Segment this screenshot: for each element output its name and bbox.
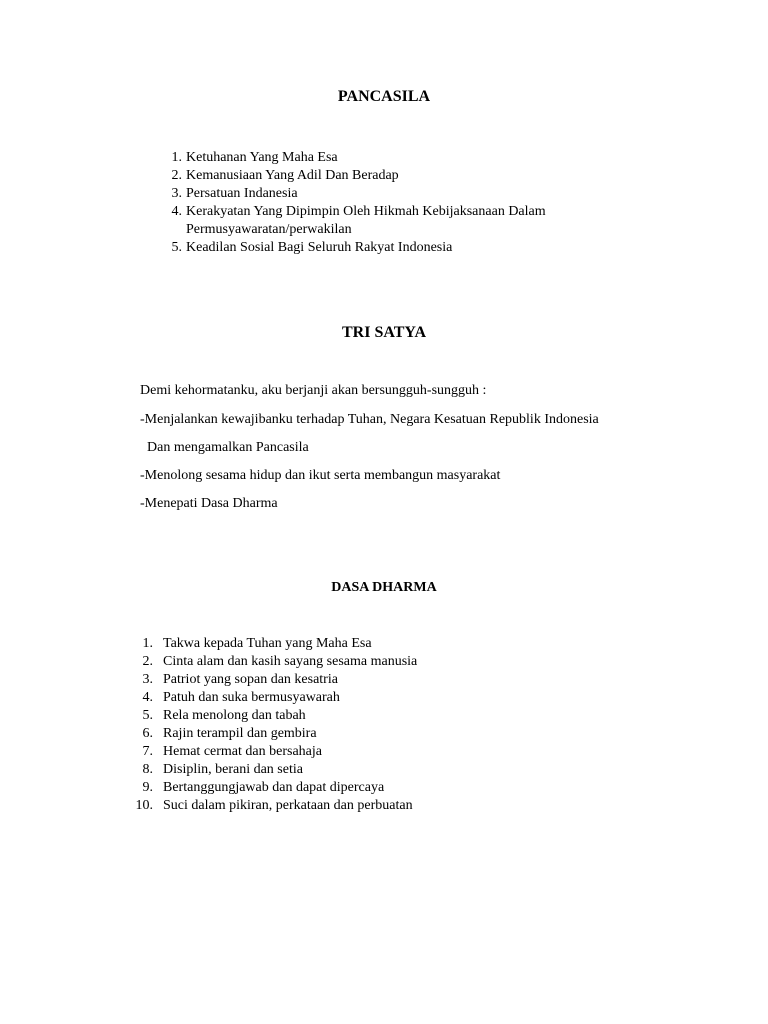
list-item [139, 761, 619, 779]
list-item-number: 8. [142, 762, 153, 777]
list-item-text: Suci dalam pikiran, perkataan dan perbuatan [163, 798, 413, 813]
list-item-number: 1. [171, 150, 182, 165]
list-item [135, 797, 619, 815]
tri-satya-line: Dan mengamalkan Pancasila [147, 440, 309, 455]
list-item [162, 167, 642, 185]
list-item-text: Disiplin, berani dan setia [163, 762, 303, 777]
tri-satya-title: TRI SATYA [341, 324, 427, 341]
pancasila-title: PANCASILA [337, 88, 431, 105]
list-item-text: Keadilan Sosial Bagi Seluruh Rakyat Indonesia [186, 240, 453, 255]
list-item-text: Bertanggungjawab dan dapat dipercaya [163, 780, 385, 795]
list-item-number: 10. [135, 798, 153, 813]
list-item [139, 671, 619, 689]
list-item-number: 6. [142, 726, 153, 741]
list-item-number: 2. [142, 654, 153, 669]
pancasila-list [162, 149, 642, 257]
dasa-dharma-list [135, 635, 619, 815]
list-item-number: 5. [142, 708, 153, 723]
list-item-number: 4. [171, 204, 182, 219]
tri-satya-intro: Demi kehormatanku, aku berjanji akan bersungguh-sungguh : [140, 383, 487, 398]
list-item-text: Rela menolong dan tabah [163, 708, 306, 723]
tri-satya-line: -Menjalankan kewajibanku terhadap Tuhan, Negara Kesatuan Republik Indonesia [140, 412, 599, 427]
list-item-text: Rajin terampil dan gembira [163, 726, 317, 741]
list-item-number: 1. [142, 636, 153, 651]
list-item-text: Persatuan Indanesia [186, 186, 298, 201]
list-item-text: Kerakyatan Yang Dipimpin Oleh Hikmah Kebijaksanaan Dalam Permusyawaratan/perwakilan [186, 204, 546, 237]
list-item-text: Patriot yang sopan dan kesatria [163, 672, 338, 687]
list-item [139, 689, 619, 707]
list-item-text: Takwa kepada Tuhan yang Maha Esa [163, 636, 372, 651]
list-item-number: 2. [171, 168, 182, 183]
list-item [162, 185, 642, 203]
list-item [139, 779, 619, 797]
tri-satya-line: -Menolong sesama hidup dan ikut serta membangun masyarakat [140, 468, 501, 483]
list-item-number: 3. [142, 672, 153, 687]
list-item-text: Ketuhanan Yang Maha Esa [186, 150, 338, 165]
list-item-number: 9. [142, 780, 153, 795]
list-item-number: 3. [171, 186, 182, 201]
dasa-dharma-title: DASA DHARMA [331, 580, 437, 595]
list-item [139, 725, 619, 743]
list-item [139, 707, 619, 725]
tri-satya-line: -Menepati Dasa Dharma [140, 496, 278, 511]
list-item-number: 5. [171, 240, 182, 255]
list-item-text: Cinta alam dan kasih sayang sesama manusia [163, 654, 418, 669]
list-item-text: Patuh dan suka bermusyawarah [163, 690, 340, 705]
list-item-number: 7. [142, 744, 153, 759]
list-item-number: 4. [142, 690, 153, 705]
list-item [139, 653, 619, 671]
list-item-text: Hemat cermat dan bersahaja [163, 744, 322, 759]
list-item [139, 743, 619, 761]
list-item-text: Kemanusiaan Yang Adil Dan Beradap [186, 168, 399, 183]
list-item [162, 239, 642, 257]
list-item [139, 635, 619, 653]
list-item [162, 203, 582, 239]
list-item [162, 149, 642, 167]
